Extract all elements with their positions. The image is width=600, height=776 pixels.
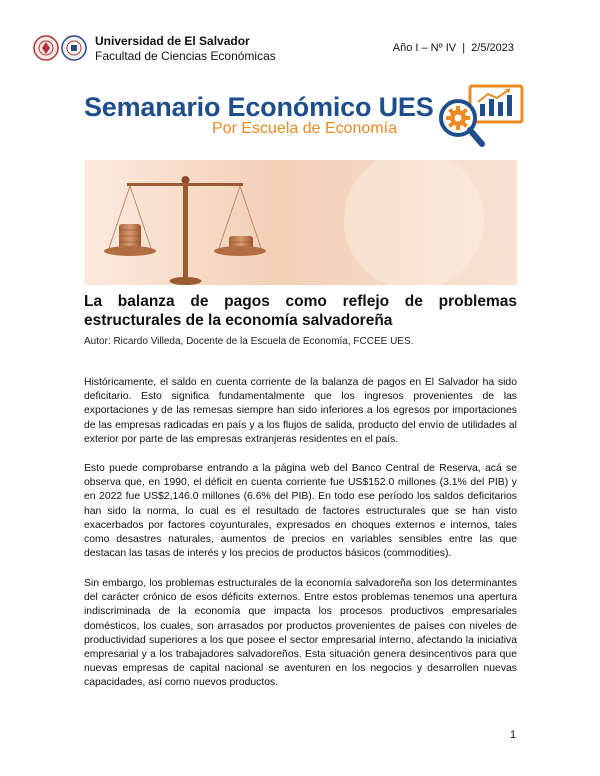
publication-title: Semanario Económico UES <box>84 92 434 122</box>
magnifier-gear-chart-icon <box>434 80 526 152</box>
university-seal-icon <box>32 32 90 64</box>
balance-scale-image <box>84 160 517 285</box>
issue-info: Año I – Nº IV | 2/5/2023 <box>392 42 514 54</box>
article-paragraph: Esto puede comprobarse entrando a la página web del Banco Central de Reserva, acá se observa que, en 1990, el déficit en cuenta corriente fue US$152.0 millones (3.1% del PIB) y en 2022 fue US$2,146.0 millones (6.6% del PIB). En todo ese período los saldos deficitarios han sido la norma, lo cual es el resultado de factores estructurales que se han visto exacerbados por factores coyunturales, expresados en choques externos e internos, tales como desastres naturales, aumentos de precios en variables sensibles entre las que destacan las tasas de interés y los precios de productos básicos (commodities). <box>84 463 517 560</box>
university-name: Universidad de El Salvador <box>95 34 250 48</box>
article-paragraph: Históricamente, el saldo en cuenta corriente de la balanza de pagos en El Salvador ha sido deficitario. Esto significa fundamentalmente que los ingresos provenientes de las exportaciones y de las remesas siempre han sido inferiores a los egresos por importaciones de las empresas radicadas en país y a los flujos de salida, producto del envío de utilidades al exterior por parte de las empresas extranjeras residentes en el país. <box>84 377 517 445</box>
article-author: Autor: Ricardo Villeda, Docente de la Escuela de Economía, FCCEE UES. <box>84 336 414 347</box>
university-logos <box>32 32 90 64</box>
article-headline: La balanza de pagos como reflejo de problemas estructurales de la economía salvadoreña <box>84 293 517 329</box>
faculty-name: Facultad de Ciencias Económicas <box>95 49 276 63</box>
article-paragraph: Sin embargo, los problemas estructurales de la economía salvadoreña son los determinantes del carácter crónico de esos déficits externos. Entre estos problemas tenemos una apertura indiscriminada de la economía que impacta los procesos productivos empresariales domésticos, los cuales, son arrasados por productos provenientes de países con niveles de productividad superiores a los que posee el sector empresarial interno, afectando la iniciativa empresarial y a los trabajadores salvadoreños. Esta situación genera desincentivos para que nuevas empresas de capital nacional se aventuren en los negocios y desarrollen nuevas capacidades, así como nuevos productos. <box>84 578 517 689</box>
page-number: 1 <box>510 729 517 741</box>
publication-subtitle: Por Escuela de Economía <box>212 120 397 137</box>
